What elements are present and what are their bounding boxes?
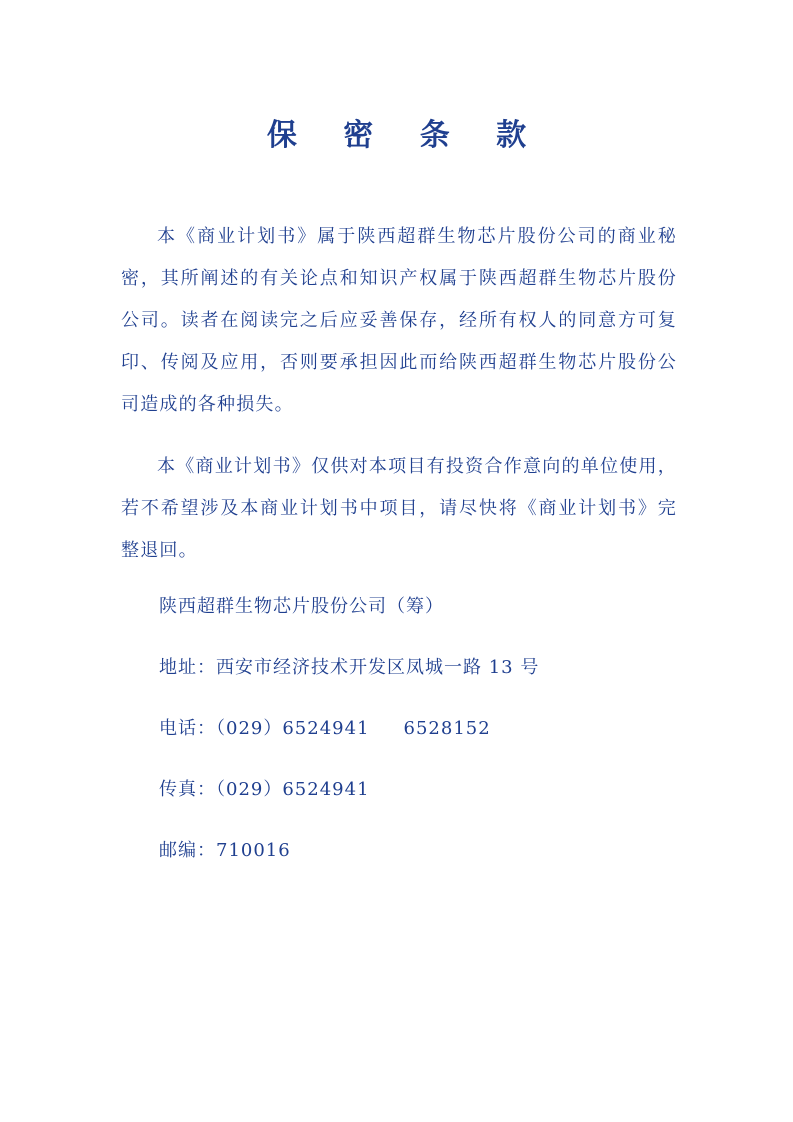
company-address: 地址：西安市经济技术开发区凤城一路 13 号 <box>159 657 540 678</box>
confidentiality-paragraph-2: 本《商业计划书》仅供对本项目有投资合作意向的单位使用，若不希望涉及本商业计划书中项目，请尽快将《商业计划书》完整退回。 <box>121 456 677 561</box>
confidentiality-paragraph-1: 本《商业计划书》属于陕西超群生物芯片股份公司的商业秘密，其所阐述的有关论点和知识产权属于陕西超群生物芯片股份公司。读者在阅读完之后应妥善保存，经所有权人的同意方可复印、传阅及应用，否则要承担因此而给陕西超群生物芯片股份公司造成的各种损失。 <box>121 226 677 415</box>
fax-line: 传真：（029）6524941 <box>159 779 370 800</box>
zip-code-line: 邮编：710016 <box>159 840 291 861</box>
phone-secondary: 6528152 <box>403 718 491 739</box>
company-name: 陕西超群生物芯片股份公司（筹） <box>159 596 444 617</box>
phone-primary: 电话：（029）6524941 <box>159 718 370 739</box>
phone-line <box>159 714 491 744</box>
page-title: 保 密 条 款 <box>266 118 545 154</box>
